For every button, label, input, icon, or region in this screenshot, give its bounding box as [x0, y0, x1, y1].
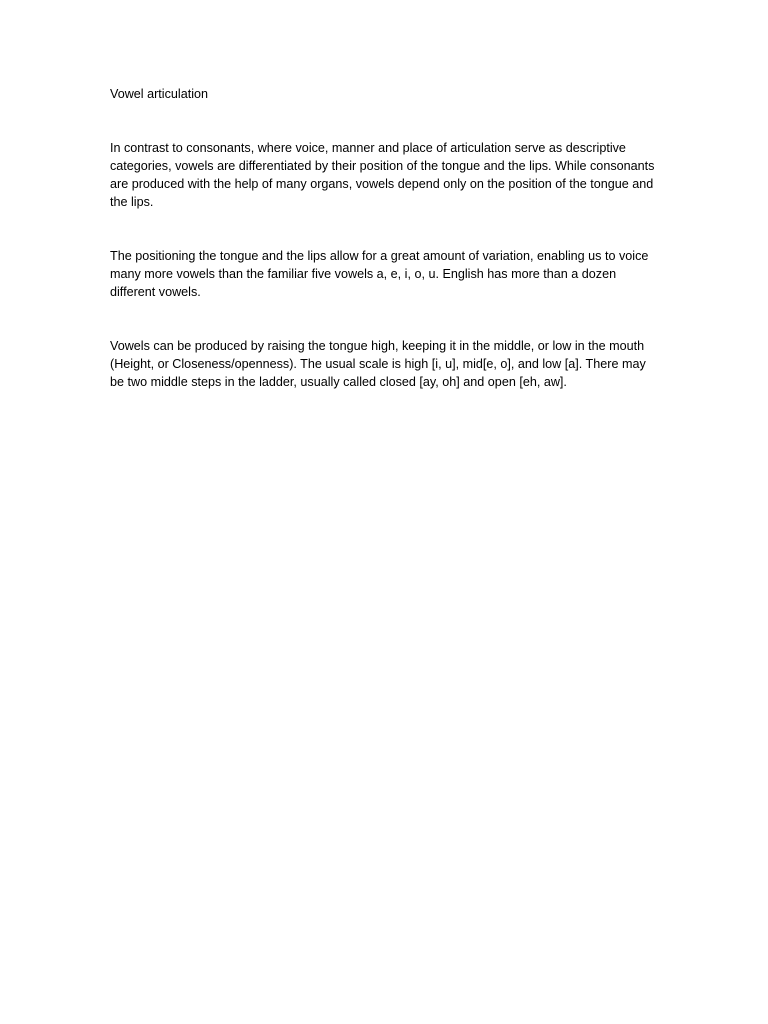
document-title: Vowel articulation — [110, 87, 209, 101]
paragraph-vowel-height: Vowels can be produced by raising the tongue high, keeping it in the middle, or low in the mouth (Height, or Closeness/openness). The usual scale is high [i, u], mid[e, o], and low [a]. There may be two middle steps in the ladder, usually called closed [ay, oh] and open [eh, aw]. — [110, 339, 646, 389]
document-body — [110, 85, 660, 427]
paragraph-consonants-vs-vowels: In contrast to consonants, where voice, manner and place of articulation serve as descriptive categories, vowels are differentiated by their position of the tongue and the lips. While consonants are produced with the help of many organs, vowels depend only on the position of the tongue and the lips. — [110, 141, 655, 209]
paragraph-vowel-variation: The positioning the tongue and the lips allow for a great amount of variation, enabling us to voice many more vowels than the familiar five vowels a, e, i, o, u. English has more than a dozen different vowels. — [110, 249, 649, 299]
